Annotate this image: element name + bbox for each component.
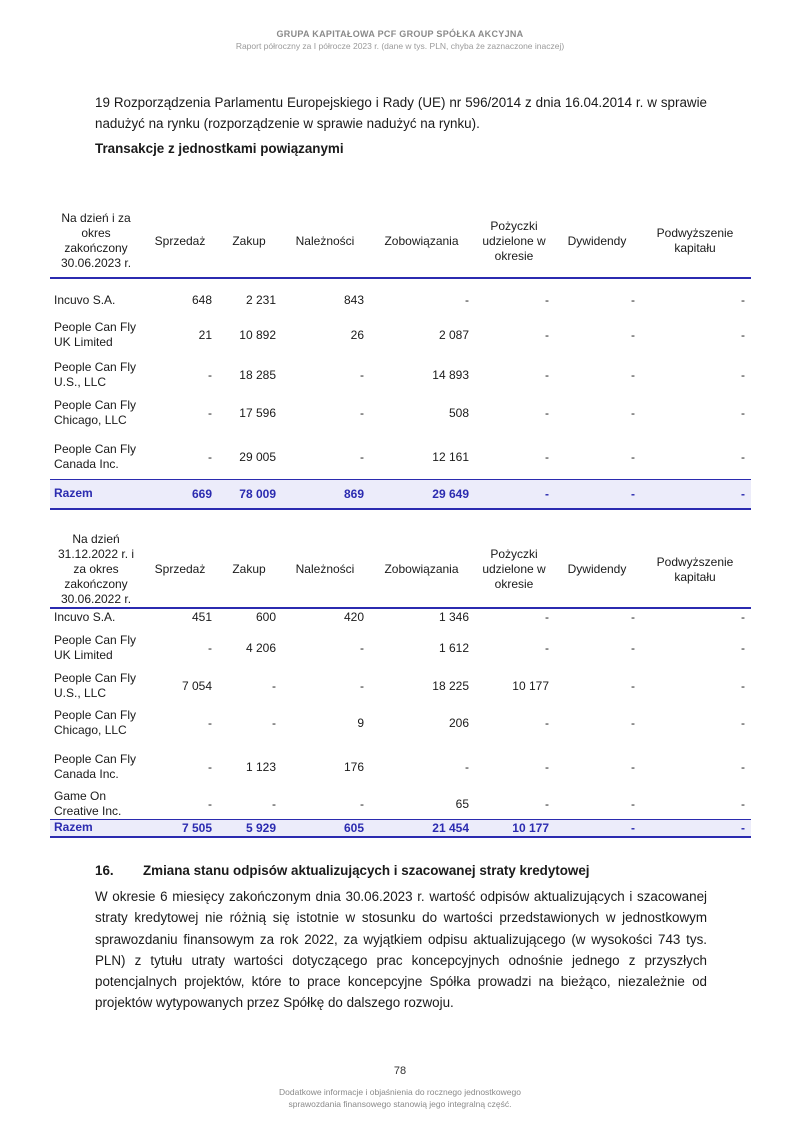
cell: - (208, 716, 212, 730)
cell: - (631, 406, 635, 420)
cell: 2 087 (438, 328, 469, 342)
cell: - (741, 797, 745, 811)
page-number: 78 (393, 1065, 407, 1077)
table-row (50, 391, 751, 435)
cell-total: 5 929 (218, 820, 282, 837)
table-2023 (50, 205, 751, 510)
col-header-receivables: Należności (282, 532, 370, 608)
cell: - (272, 679, 276, 693)
cell: - (360, 406, 364, 420)
cell: - (741, 760, 745, 774)
table-row (50, 789, 751, 820)
cell-total: 78 009 (218, 479, 282, 509)
cell-entity: Game On Creative Inc. (54, 789, 122, 818)
cell: 206 (448, 716, 469, 730)
cell: 18 285 (239, 368, 276, 382)
intro-paragraph: 19 Rozporządzenia Parlamentu Europejskiego i Rady (UE) nr 596/2014 z dnia 16.04.2014 r. w sprawie nadużyć na rynku (rozporządzenie w sprawie nadużyć na rynku). (95, 95, 707, 131)
table-row (50, 359, 751, 391)
cell-total: 669 (144, 479, 218, 509)
col-header-sales: Sprzedaż (144, 532, 218, 608)
cell: - (208, 368, 212, 382)
cell: - (631, 293, 635, 307)
col-header-purchase: Zakup (218, 532, 282, 608)
section-16-body: W okresie 6 miesięcy zakończonym dnia 30.06.2023 r. wartość odpisów aktualizujących i szacowanej straty kredytowej nie różnią się istotnie w stosunku do wartości przedstawionych w jednostkowym sprawozdaniu finansowym za rok 2022, za wyjątkiem odpisu aktualizującego (w wysokości 743 tys. PLN) z tytułu utraty wartości dotyczącego prac koncepcyjnych odnośnie jednego z przyszłych potencjalnych projektów, które to prace koncepcyjne Spółka prowadzi na bieżąco, niezależnie od projektów wytypowanych przez Spółkę do dalszego rozwoju. (95, 889, 707, 1011)
cell-total-label: Razem (50, 479, 144, 509)
col-header-dividends: Dywidendy (555, 532, 641, 608)
header-company: GRUPA KAPITAŁOWA PCF GROUP SPÓŁKA AKCYJNA (276, 29, 524, 39)
cell: - (208, 797, 212, 811)
table-row (50, 671, 751, 701)
col-header-purchase: Zakup (218, 205, 282, 278)
cell-total: - (475, 479, 555, 509)
cell: - (545, 368, 549, 382)
cell: 17 596 (239, 406, 276, 420)
cell-entity: People Can Fly UK Limited (54, 320, 137, 349)
cell-total: - (555, 820, 641, 837)
cell-entity: People Can Fly Canada Inc. (54, 441, 137, 471)
cell: - (545, 293, 549, 307)
cell: 843 (343, 293, 364, 307)
cell-entity: People Can Fly UK Limited (54, 633, 137, 662)
cell: - (741, 610, 745, 624)
cell: - (741, 716, 745, 730)
cell: 451 (191, 610, 212, 624)
cell: - (272, 797, 276, 811)
table-header-row (50, 205, 751, 278)
cell: 648 (191, 293, 212, 307)
cell-entity: Incuvo S.A. (54, 292, 116, 307)
cell: - (631, 679, 635, 693)
cell: - (741, 328, 745, 342)
col-header-sales: Sprzedaż (144, 205, 218, 278)
cell: 2 231 (245, 293, 276, 307)
col-header-capital-increase: Podwyższenie kapitału (641, 532, 751, 608)
col-header-period: Na dzień i za okres zakończony 30.06.2023 r. (50, 205, 144, 278)
cell-total: - (641, 820, 751, 837)
cell: 26 (350, 328, 364, 342)
cell: - (545, 641, 549, 655)
col-header-liabilities: Zobowiązania (370, 205, 475, 278)
table-2022 (50, 532, 751, 838)
col-header-period: Na dzień 31.12.2022 r. i za okres zakończony 30.06.2022 r. (50, 532, 144, 608)
cell: 18 225 (432, 679, 469, 693)
section-16-heading (95, 863, 590, 878)
cell: - (545, 406, 549, 420)
cell: 176 (343, 760, 364, 774)
cell: 12 161 (432, 449, 469, 464)
cell: 508 (448, 406, 469, 420)
cell: - (545, 760, 549, 774)
cell: 420 (343, 610, 364, 624)
cell: 10 177 (512, 679, 549, 693)
cell: 1 346 (438, 610, 469, 624)
footer-line-1: Dodatkowe informacje i objaśnienia do rocznego jednostkowego (279, 1087, 521, 1097)
table-row (50, 745, 751, 789)
cell: - (631, 641, 635, 655)
cell-entity: People Can Fly Chicago, LLC (54, 708, 137, 737)
cell: - (545, 610, 549, 624)
col-header-liabilities: Zobowiązania (370, 532, 475, 608)
table-total-row (50, 479, 751, 509)
cell: 7 054 (181, 679, 212, 693)
cell-entity: People Can Fly Chicago, LLC (54, 398, 137, 427)
cell: 29 005 (239, 449, 276, 464)
cell: - (631, 610, 635, 624)
cell-total-label: Razem (50, 820, 144, 837)
subheading-related-transactions: Transakcje z jednostkami powiązanymi (95, 141, 344, 156)
table-row (50, 289, 751, 311)
cell: - (272, 716, 276, 730)
cell: - (741, 679, 745, 693)
cell: - (631, 328, 635, 342)
col-header-loans: Pożyczki udzielone w okresie (475, 205, 555, 278)
cell: - (631, 368, 635, 382)
cell-entity: People Can Fly U.S., LLC (54, 360, 137, 389)
col-header-dividends: Dywidendy (555, 205, 641, 278)
col-header-receivables: Należności (282, 205, 370, 278)
cell: - (360, 641, 364, 655)
cell: - (545, 716, 549, 730)
cell-total: 10 177 (475, 820, 555, 837)
cell: - (741, 368, 745, 382)
cell: - (465, 760, 469, 774)
cell: 1 612 (438, 641, 469, 655)
cell-entity: Incuvo S.A. (54, 609, 116, 624)
cell: 9 (357, 716, 364, 730)
cell-total: - (555, 479, 641, 509)
cell: - (741, 449, 745, 464)
cell: - (631, 449, 635, 464)
cell-total: 605 (282, 820, 370, 837)
cell: 14 893 (432, 368, 469, 382)
cell: 21 (198, 328, 212, 342)
cell-total: - (641, 479, 751, 509)
cell-total: 869 (282, 479, 370, 509)
cell: - (208, 760, 212, 774)
cell: - (208, 406, 212, 420)
table-header-row (50, 532, 751, 608)
cell: 600 (255, 610, 276, 624)
cell: 4 206 (245, 641, 276, 655)
cell: - (360, 679, 364, 693)
table-row (50, 608, 751, 625)
cell: - (360, 797, 364, 811)
section-title: Zmiana stanu odpisów aktualizujących i szacowanej straty kredytowej (143, 863, 590, 878)
cell: - (631, 760, 635, 774)
cell: - (631, 797, 635, 811)
cell: - (208, 641, 212, 655)
table-row (50, 435, 751, 479)
cell: - (741, 293, 745, 307)
cell: - (360, 368, 364, 382)
cell-total: 7 505 (144, 820, 218, 837)
table-row (50, 701, 751, 745)
col-header-capital-increase: Podwyższenie kapitału (641, 205, 751, 278)
cell: - (360, 449, 364, 464)
cell: 10 892 (239, 328, 276, 342)
cell-entity: People Can Fly Canada Inc. (54, 752, 137, 781)
cell: - (465, 293, 469, 307)
cell-total: 21 454 (370, 820, 475, 837)
cell-entity: People Can Fly U.S., LLC (54, 671, 137, 700)
cell: 65 (455, 797, 469, 811)
header-subtitle: Raport półroczny za I półrocze 2023 r. (dane w tys. PLN, chyba że zaznaczone inaczej) (235, 41, 565, 51)
table-total-row (50, 820, 751, 837)
cell: - (545, 797, 549, 811)
cell: - (545, 449, 549, 464)
cell: - (545, 328, 549, 342)
table-row (50, 311, 751, 359)
cell: - (208, 449, 212, 464)
cell: 1 123 (245, 760, 276, 774)
cell: - (741, 641, 745, 655)
section-number: 16. (95, 863, 114, 878)
cell-total: 29 649 (370, 479, 475, 509)
cell: - (631, 716, 635, 730)
cell: - (741, 406, 745, 420)
table-row (50, 625, 751, 671)
footer-line-2: sprawozdania finansowego stanowią jego integralną część. (288, 1099, 512, 1109)
col-header-loans: Pożyczki udzielone w okresie (475, 532, 555, 608)
